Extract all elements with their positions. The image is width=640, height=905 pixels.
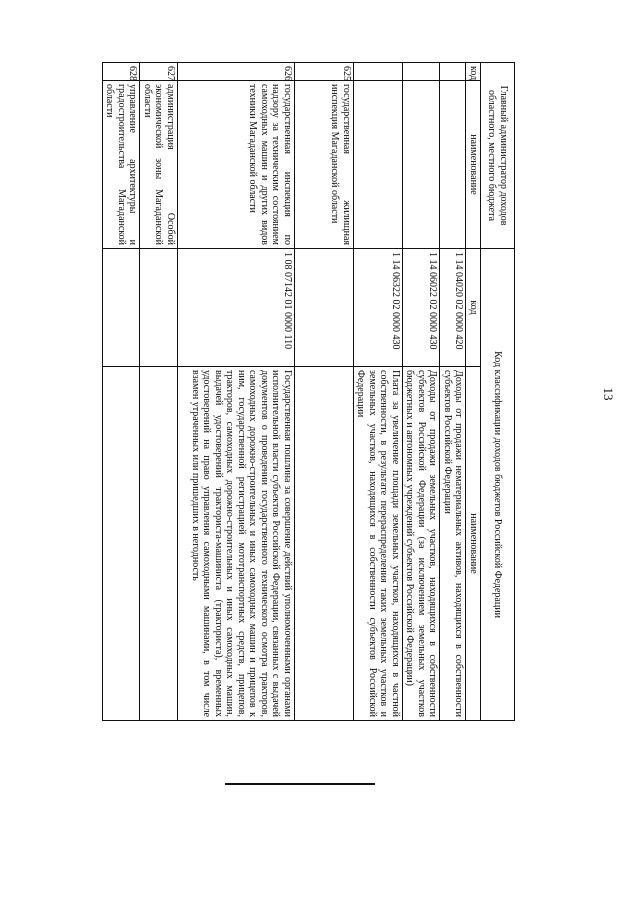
row-code: 626	[178, 63, 295, 81]
horizontal-rule	[225, 783, 375, 785]
row-desc	[103, 367, 141, 721]
row-name	[440, 81, 466, 249]
table-row	[403, 63, 441, 721]
classification-header: Код классификации доходов бюджетов Российской Федерации	[481, 249, 515, 721]
row-name: государственная жилищная инспекция Магаданской области	[295, 81, 354, 249]
revenue-classification-table	[102, 62, 515, 721]
admin-header: Главный администратор доходов областного, местного бюджета	[481, 63, 515, 249]
row-desc	[295, 367, 354, 721]
row-kbk: 1 14 06322 02 0000 430	[354, 249, 403, 367]
table-row	[178, 63, 295, 721]
row-code	[354, 63, 403, 81]
row-code	[403, 63, 441, 81]
row-name	[354, 81, 403, 249]
table-row	[354, 63, 403, 721]
row-name: администрация Особой экономической зоны Магаданской области	[140, 81, 178, 249]
row-kbk: 1 08 07142 01 0000 110	[178, 249, 295, 367]
row-name: государственная инспекция по надзору за техническим состоянием самоходных машин и других видов техники Магаданской области	[178, 81, 295, 249]
row-desc: Доходы от продажи земельных участков, находящихся в собственности субъектов Российской Федерации (за исключением земельных участков бюджетных и автономных учреждений субъектов Российской Федерации)	[403, 367, 441, 721]
row-code: 628	[103, 63, 141, 81]
col-name-header: наименование	[466, 81, 481, 249]
row-kbk	[140, 249, 178, 367]
row-code: 625	[295, 63, 354, 81]
row-kbk	[103, 249, 141, 367]
table-row	[140, 63, 178, 721]
row-kbk: 1 14 06022 02 0000 430	[403, 249, 441, 367]
row-kbk	[295, 249, 354, 367]
table-row	[295, 63, 354, 721]
row-desc	[140, 367, 178, 721]
col-kbk-header: код	[466, 249, 481, 367]
rotated-table-block	[81, 62, 515, 720]
row-name: управление архитектуры и градостроительства Магаданской области	[103, 81, 141, 249]
row-code: 627	[140, 63, 178, 81]
row-desc: Доходы от продажи нематериальных активов, находящихся в собственности субъектов Российской Федерации	[440, 367, 466, 721]
col-code-header: код	[466, 63, 481, 81]
page-number: 13	[601, 387, 616, 401]
row-code	[440, 63, 466, 81]
col-desc-header: наименование	[466, 367, 481, 721]
table-row	[103, 63, 141, 721]
table-row	[440, 63, 466, 721]
row-desc: Государственная пошлина за совершение действий уполномоченными органами исполнительной власти субъектов Российской Федерации, связанных с выдачей документов о проведении государственного технического осмотра тракторов, самоходных дорожно-строительных и иных самоходных машин и прицепов к ним, государственной регистрацией мототранспортных средств, прицепов, тракторов, самоходных дорожно-строительных и иных самоходных машин, выдачей удостоверений тракториста-машиниста (тракториста), временных удостоверений на право управления самоходными машинами, в том числе взамен утраченных или пришедших в негодность	[178, 367, 295, 721]
row-name	[403, 81, 441, 249]
row-kbk: 1 14 04020 02 0000 420	[440, 249, 466, 367]
row-desc: Плата за увеличение площади земельных участков, находящихся в частной собственности, в результате перераспределения таких земельных участков и земельных участков, находящихся в собственности субъектов Российской Федерации	[354, 367, 403, 721]
